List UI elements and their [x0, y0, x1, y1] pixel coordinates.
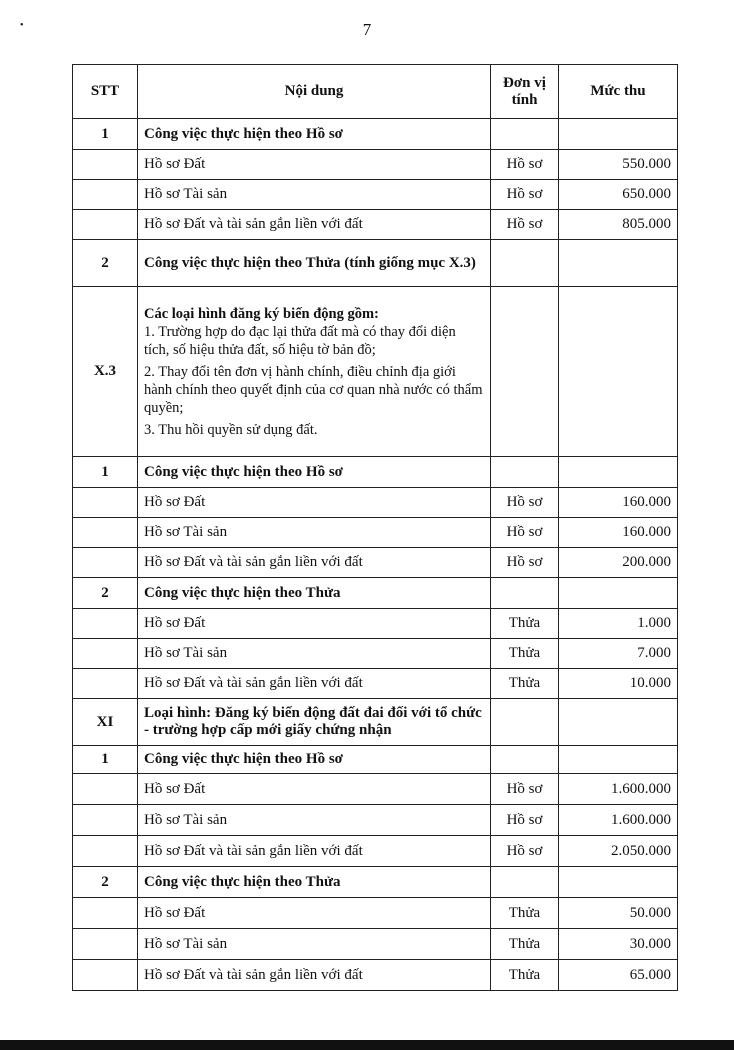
cell-fee: 1.600.000: [559, 805, 678, 836]
table-row: [73, 609, 678, 639]
cell-fee: [559, 578, 678, 609]
table-row: [73, 240, 678, 287]
cell-content: Hồ sơ Tài sản: [138, 518, 491, 548]
cell-description: [138, 287, 491, 457]
cell-content: Công việc thực hiện theo Hồ sơ: [138, 119, 491, 150]
cell-unit: Thửa: [491, 639, 559, 669]
cell-content: Hồ sơ Đất và tài sản gắn liền với đất: [138, 836, 491, 867]
table-row: [73, 639, 678, 669]
cell-fee: [559, 240, 678, 287]
table-row: [73, 287, 678, 457]
table-row: [73, 699, 678, 746]
table-row: [73, 180, 678, 210]
header-content: Nội dung: [138, 65, 491, 119]
table-row: [73, 119, 678, 150]
table-row: [73, 488, 678, 518]
header-fee: Mức thu: [559, 65, 678, 119]
cell-unit: [491, 119, 559, 150]
cell-fee: 160.000: [559, 488, 678, 518]
cell-stt: [73, 669, 138, 699]
cell-stt: [73, 180, 138, 210]
cell-content: Loại hình: Đăng ký biến động đất đai đối với tổ chức - trường hợp cấp mới giấy chứng nhận: [138, 699, 491, 746]
cell-stt: [73, 929, 138, 960]
fee-table: [72, 64, 678, 991]
table-row: [73, 929, 678, 960]
cell-fee: [559, 867, 678, 898]
cell-fee: [559, 287, 678, 457]
cell-fee: 30.000: [559, 929, 678, 960]
cell-unit: Thửa: [491, 669, 559, 699]
cell-content: Hồ sơ Đất: [138, 609, 491, 639]
cell-stt: 2: [73, 240, 138, 287]
cell-stt: [73, 960, 138, 991]
table-row: [73, 669, 678, 699]
cell-fee: 7.000: [559, 639, 678, 669]
page-number: 7: [362, 20, 372, 39]
cell-stt: [73, 805, 138, 836]
cell-fee: 550.000: [559, 150, 678, 180]
cell-fee: 1.000: [559, 609, 678, 639]
cell-stt: [73, 639, 138, 669]
cell-fee: 160.000: [559, 518, 678, 548]
cell-fee: 805.000: [559, 210, 678, 240]
cell-content: Hồ sơ Đất: [138, 150, 491, 180]
cell-unit: [491, 699, 559, 746]
cell-unit: Thửa: [491, 898, 559, 929]
cell-stt: [73, 548, 138, 578]
cell-stt: [73, 836, 138, 867]
cell-fee: 1.600.000: [559, 774, 678, 805]
cell-unit: Hồ sơ: [491, 488, 559, 518]
cell-unit: [491, 578, 559, 609]
cell-content: Hồ sơ Đất và tài sản gắn liền với đất: [138, 669, 491, 699]
cell-content: Hồ sơ Đất và tài sản gắn liền với đất: [138, 210, 491, 240]
cell-stt: 1: [73, 119, 138, 150]
cell-stt: 1: [73, 746, 138, 774]
cell-unit: Hồ sơ: [491, 548, 559, 578]
table-row: [73, 960, 678, 991]
cell-fee: [559, 746, 678, 774]
cell-content: Hồ sơ Đất và tài sản gắn liền với đất: [138, 960, 491, 991]
cell-fee: [559, 457, 678, 488]
cell-content: Hồ sơ Đất: [138, 488, 491, 518]
table-row: [73, 805, 678, 836]
cell-unit: [491, 287, 559, 457]
cell-stt: [73, 488, 138, 518]
cell-stt: [73, 774, 138, 805]
cell-unit: Thửa: [491, 929, 559, 960]
header-unit-line1: Đơn vị: [503, 74, 546, 91]
cell-content: Công việc thực hiện theo Hồ sơ: [138, 746, 491, 774]
table-row: [73, 150, 678, 180]
cell-unit: Hồ sơ: [491, 805, 559, 836]
table-row: [73, 457, 678, 488]
cell-stt: 1: [73, 457, 138, 488]
cell-content: Công việc thực hiện theo Thửa (tính giống mục X.3): [138, 240, 491, 287]
cell-unit: [491, 746, 559, 774]
cell-unit: Hồ sơ: [491, 518, 559, 548]
header-unit: [491, 65, 559, 119]
description-line: 1. Trường hợp do đạc lại thửa đất mà có thay đổi diện tích, số hiệu thửa đất, số hiệu tờ bản đồ;: [144, 323, 456, 358]
cell-unit: Hồ sơ: [491, 836, 559, 867]
cell-unit: Thửa: [491, 609, 559, 639]
table-row: [73, 746, 678, 774]
table-header-row: [73, 65, 678, 119]
cell-stt: 2: [73, 867, 138, 898]
cell-unit: [491, 240, 559, 287]
cell-stt: [73, 609, 138, 639]
description-line: 3. Thu hồi quyền sử dụng đất.: [144, 421, 318, 438]
table-row: [73, 578, 678, 609]
cell-unit: Thửa: [491, 960, 559, 991]
cell-stt: X.3: [73, 287, 138, 457]
cell-fee: 650.000: [559, 180, 678, 210]
table-row: [73, 518, 678, 548]
cell-content: Công việc thực hiện theo Thửa: [138, 867, 491, 898]
cell-content: Hồ sơ Đất: [138, 898, 491, 929]
cell-fee: 200.000: [559, 548, 678, 578]
cell-fee: [559, 119, 678, 150]
cell-content: Hồ sơ Tài sản: [138, 805, 491, 836]
cell-unit: [491, 457, 559, 488]
table-row: [73, 898, 678, 929]
cell-stt: [73, 150, 138, 180]
cell-fee: 65.000: [559, 960, 678, 991]
cell-fee: 10.000: [559, 669, 678, 699]
scan-bottom-edge: [0, 1040, 734, 1050]
table-row: [73, 836, 678, 867]
cell-stt: 2: [73, 578, 138, 609]
cell-content: Hồ sơ Tài sản: [138, 180, 491, 210]
cell-content: Hồ sơ Đất và tài sản gắn liền với đất: [138, 548, 491, 578]
cell-content: Hồ sơ Tài sản: [138, 639, 491, 669]
cell-content: Hồ sơ Tài sản: [138, 929, 491, 960]
header-unit-line2: tính: [511, 91, 538, 108]
cell-content: Hồ sơ Đất: [138, 774, 491, 805]
cell-unit: Hồ sơ: [491, 150, 559, 180]
cell-unit: Hồ sơ: [491, 774, 559, 805]
cell-stt: [73, 210, 138, 240]
cell-fee: [559, 699, 678, 746]
cell-unit: Hồ sơ: [491, 210, 559, 240]
cell-fee: 50.000: [559, 898, 678, 929]
cell-stt: [73, 518, 138, 548]
header-stt: STT: [73, 65, 138, 119]
cell-stt: [73, 898, 138, 929]
cell-stt: XI: [73, 699, 138, 746]
cell-unit: [491, 867, 559, 898]
cell-content: Công việc thực hiện theo Thửa: [138, 578, 491, 609]
cell-content: Công việc thực hiện theo Hồ sơ: [138, 457, 491, 488]
description-line: 2. Thay đổi tên đơn vị hành chính, điều chỉnh địa giới hành chính theo quyết định của cơ quan nhà nước có thẩm quyền;: [144, 363, 483, 416]
scan-speck: •: [20, 20, 24, 31]
cell-unit: Hồ sơ: [491, 180, 559, 210]
table-row: [73, 774, 678, 805]
table-row: [73, 210, 678, 240]
table-row: [73, 867, 678, 898]
table-row: [73, 548, 678, 578]
cell-fee: 2.050.000: [559, 836, 678, 867]
description-line: Các loại hình đăng ký biến động gồm:: [144, 305, 379, 322]
